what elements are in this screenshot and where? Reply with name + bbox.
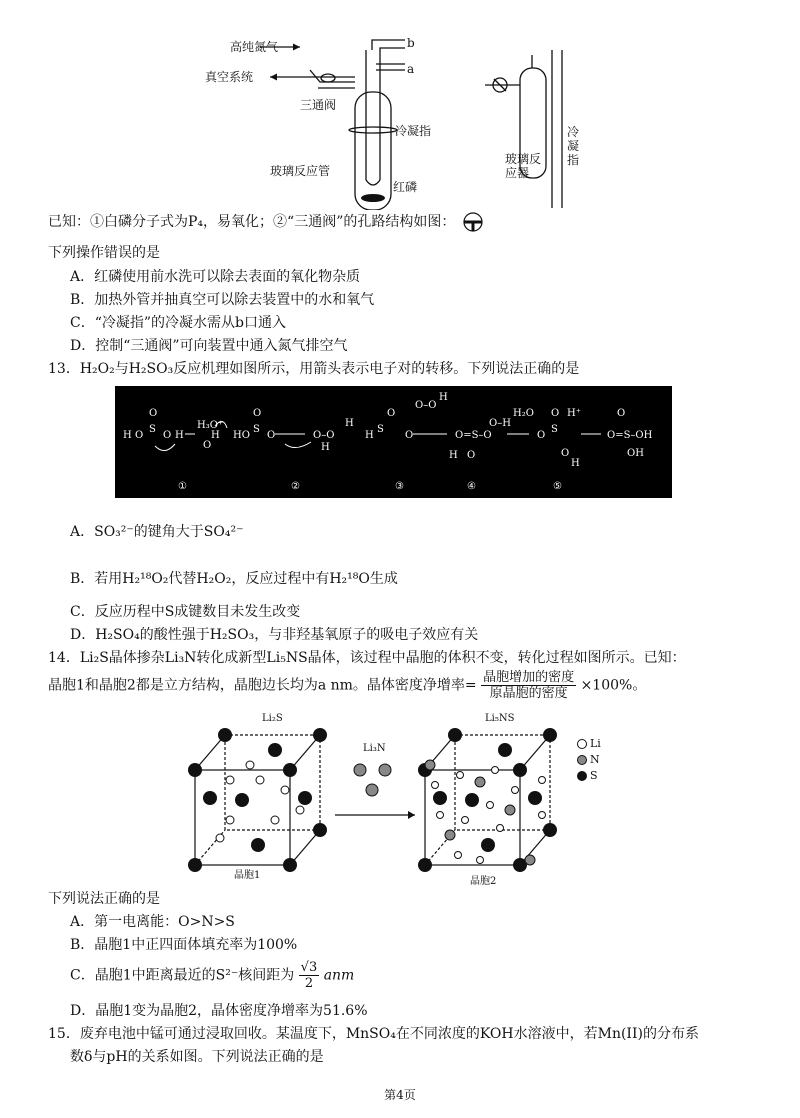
legend-s: S [590, 769, 598, 782]
svg-text:H: H [449, 450, 458, 461]
q13-option-b: B．若用H₂¹⁸O₂代替H₂O₂，反应过程中有H₂¹⁸O生成 [70, 571, 398, 587]
svg-text:O: O [405, 430, 414, 441]
step-2: ② [291, 481, 300, 492]
legend-li: Li [590, 737, 601, 750]
crystal-cells-figure [180, 710, 630, 890]
label-valve: 三通阀 [300, 98, 337, 112]
q12-option-c: C．“冷凝指”的冷凝水需从b口通入 [70, 315, 286, 331]
crystal-cells-drawing [180, 710, 630, 890]
svg-text:O: O [253, 408, 262, 419]
label-tube: 玻璃反应管 [270, 164, 331, 178]
svg-text:O: O [135, 430, 144, 441]
svg-text:O=S–O: O=S–O [455, 430, 492, 441]
q12-stem: 下列操作错误的是 [48, 245, 160, 261]
q13-option-c: C．反应历程中S成键数目未发生改变 [70, 604, 301, 620]
svg-text:O: O [617, 408, 626, 419]
option-c-fraction: $\frac{√3}{2}$ [300, 960, 318, 991]
q12-option-a: A．红磷使用前水洗可以除去表面的氧化物杂质 [70, 269, 361, 285]
page-footer: 第4页 [384, 1088, 416, 1102]
svg-text:O–O: O–O [313, 430, 335, 441]
q13-stem: 13．H₂O₂与H₂SO₃反应机理如图所示，用箭头表示电子对的转移。下列说法正确的是 [48, 361, 580, 377]
q14-option-d: D．晶胞1变为晶胞2，晶体密度净增率为51.6% [70, 1003, 368, 1019]
density-fraction: $\frac{\text{晶胞增加的密度}}{\text{原晶胞的密度}}$ [483, 670, 575, 701]
step-3: ③ [395, 481, 404, 492]
step-1: ① [178, 481, 187, 492]
label-condenser: 冷凝指 [395, 124, 432, 138]
svg-text:O–H: O–H [489, 418, 511, 429]
svg-text:O: O [149, 408, 158, 419]
svg-text:H: H [571, 458, 580, 469]
label-phosphorus: 红磷 [393, 180, 418, 194]
svg-text:S: S [253, 424, 260, 435]
q13-option-a: A．SO₃²⁻的键角大于SO₄²⁻ [70, 524, 244, 540]
svg-text:H: H [175, 430, 184, 441]
label-right-reactor: 玻璃反应器 [505, 152, 542, 180]
three-way-valve-icon [460, 212, 486, 232]
svg-text:H⁺: H⁺ [567, 408, 581, 419]
reagent-label: Li₃N [363, 743, 386, 754]
svg-text:O=S–OH: O=S–OH [607, 430, 653, 441]
svg-text:O–O: O–O [415, 400, 437, 411]
red-phosphorus-mark [361, 194, 385, 202]
q14-stem-line2: 晶胞1和晶胞2都是立方结构，晶胞边长均为a nm。晶体密度净增率= $\frac{\text{晶胞增加的密度}}{\text{原晶胞的密度}}$ ×100%。 [48, 670, 647, 701]
label-a: a [407, 62, 415, 76]
reaction-mechanism-panel [115, 386, 672, 498]
svg-text:S: S [149, 424, 156, 435]
label-nitrogen: 高纯氮气 [230, 40, 279, 54]
svg-text:O: O [537, 430, 546, 441]
svg-text:O: O [467, 450, 476, 461]
svg-text:HO: HO [233, 430, 250, 441]
svg-text:O: O [267, 430, 276, 441]
svg-text:H: H [321, 442, 330, 453]
svg-text:H₃O⁺: H₃O⁺ [197, 420, 224, 431]
q14-stem-line1: 14．Li₂S晶体掺杂Li₃N转化成新型Li₅NS晶体，该过程中晶胞的体积不变，转化过程如图所示。已知： [48, 650, 686, 666]
svg-text:H: H [211, 430, 220, 441]
svg-text:O: O [387, 408, 396, 419]
cell1-title: Li₂S [262, 713, 283, 724]
q15-line1: 15．废弃电池中锰可通过浸取回收。某温度下，MnSO₄在不同浓度的KOH水溶液中，若Mn(II)的分布系 [48, 1026, 699, 1042]
svg-text:O: O [551, 408, 560, 419]
cell2-caption: 晶胞2 [470, 876, 497, 887]
svg-text:H: H [345, 418, 354, 429]
q12-option-d: D．控制“三通阀”可向装置中通入氮气排空气 [70, 338, 348, 354]
q14-option-c: C．晶胞1中距离最近的S²⁻核间距为 $\frac{√3}{2}$ anm [70, 960, 355, 991]
q14-option-a: A．第一电离能：O>N>S [70, 914, 235, 930]
step-5: ⑤ [553, 481, 562, 492]
cell1-caption: 晶胞1 [234, 870, 261, 881]
svg-text:O: O [203, 440, 212, 451]
svg-text:H: H [123, 430, 132, 441]
label-vacuum: 真空系统 [205, 70, 254, 84]
q15-line2: 数δ与pH的关系如图。下列说法正确的是 [70, 1049, 324, 1065]
svg-text:S: S [551, 424, 558, 435]
svg-text:H₂O: H₂O [513, 408, 534, 419]
svg-text:S: S [377, 424, 384, 435]
svg-text:H: H [439, 392, 448, 403]
q14-stem-line3: 下列说法正确的是 [48, 891, 160, 907]
svg-text:O: O [561, 448, 570, 459]
svg-text:O: O [163, 430, 172, 441]
label-b: b [407, 36, 415, 50]
known-note: 已知：①白磷分子式为P₄，易氧化；②“三通阀”的孔路结构如图： [48, 212, 486, 232]
svg-text:H: H [365, 430, 374, 441]
label-right-condenser: 冷凝指 [567, 125, 580, 167]
svg-text:OH: OH [627, 448, 644, 459]
mechanism-drawing [115, 386, 672, 498]
q13-option-d: D．H₂SO₄的酸性强于H₂SO₃，与非羟基氧原子的吸电子效应有关 [70, 627, 479, 643]
q14-option-b: B．晶胞1中正四面体填充率为100% [70, 937, 298, 953]
legend-n: N [590, 753, 600, 766]
step-4: ④ [467, 481, 476, 492]
q12-option-b: B．加热外管并抽真空可以除去装置中的水和氧气 [70, 292, 375, 308]
cell2-title: Li₅NS [485, 713, 515, 724]
